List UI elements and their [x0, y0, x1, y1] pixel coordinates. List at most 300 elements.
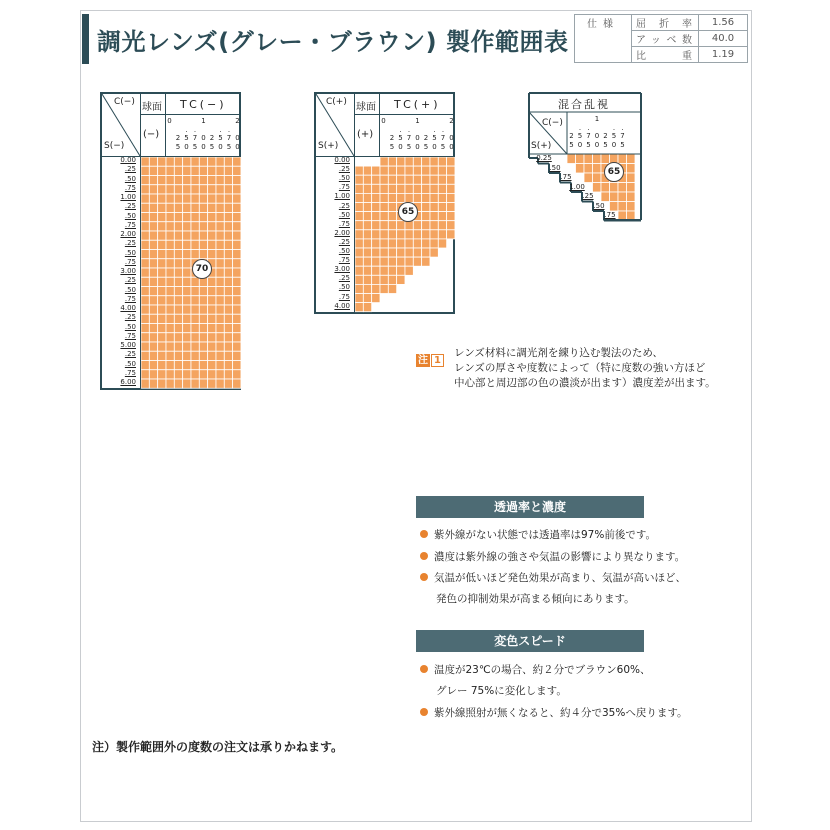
grid-cell: [174, 250, 182, 259]
grid-cell: [363, 184, 371, 193]
grid-cell: [355, 284, 363, 293]
row-label: .25: [124, 313, 136, 322]
grid-cell: [191, 222, 199, 231]
grid-cell: [380, 230, 388, 239]
grid-cell: [355, 212, 363, 221]
grid-cell: [355, 294, 363, 303]
grid-cell: [191, 361, 199, 370]
grid-cell: [141, 157, 149, 166]
grid-cell: [380, 266, 388, 275]
column-header-digit: 5: [218, 134, 223, 142]
grid-cell: [447, 166, 455, 175]
column-header-digit: .: [621, 123, 624, 132]
column-header-digit: 5: [192, 142, 198, 151]
grid-cell: [593, 164, 602, 174]
grid-cell: [208, 324, 216, 333]
grid-cell: [447, 230, 455, 239]
grid-cell: [224, 314, 232, 323]
grid-cell: [380, 166, 388, 175]
grid-cell: [430, 157, 438, 166]
grid-cell: [141, 213, 149, 222]
grid-cell: [158, 213, 166, 222]
grid-cell: [191, 213, 199, 222]
grid-cell: [191, 203, 199, 212]
column-header-digit: 0: [235, 134, 240, 142]
grid-cell: [149, 296, 157, 305]
grid-cell: [413, 257, 421, 266]
grid-cell: [208, 176, 216, 185]
grid-cell: [224, 277, 232, 286]
grid-cell: [141, 370, 149, 379]
grid-cell: [224, 250, 232, 259]
grid-cell: [199, 370, 207, 379]
grid-cell: [216, 222, 224, 231]
grid-cell: [388, 248, 396, 257]
grid-cell: [224, 333, 232, 342]
grid-cell: [141, 314, 149, 323]
row-label: .25: [124, 202, 136, 211]
grid-cell: [158, 287, 166, 296]
grid-cell: [149, 379, 157, 388]
grid-cell: [183, 185, 191, 194]
grid-cell: [183, 342, 191, 351]
grid-cell: [447, 175, 455, 184]
grid-cell: [363, 221, 371, 230]
grid-cell: [216, 296, 224, 305]
row-label: 0.00: [334, 156, 350, 164]
grid-cell: [233, 370, 241, 379]
grid-cell: [224, 176, 232, 185]
grid-cell: [224, 361, 232, 370]
grid-cell: [158, 157, 166, 166]
grid-cell: [405, 221, 413, 230]
row-label: .75: [338, 256, 350, 265]
column-header-digit: 0: [415, 134, 420, 142]
grid-cell: [174, 277, 182, 286]
grid-cell: [355, 230, 363, 239]
grid-cell: [208, 351, 216, 360]
grid-cell: [224, 203, 232, 212]
grid-cell: [405, 166, 413, 175]
column-header-digit: 2: [235, 117, 240, 125]
range-table-minus: [100, 92, 241, 390]
column-header-digit: 2: [389, 134, 395, 142]
grid-cell: [233, 361, 241, 370]
grid-cell: [183, 268, 191, 277]
grid-cell: [199, 250, 207, 259]
row-label: .50: [124, 359, 136, 368]
grid-cell: [224, 370, 232, 379]
grid-cell: [216, 268, 224, 277]
grid-cell: [149, 305, 157, 314]
value-badge: 65: [398, 202, 418, 222]
grid-cell: [191, 324, 199, 333]
grid-cell: [388, 275, 396, 284]
grid-cell: [372, 230, 380, 239]
grid-cell: [199, 194, 207, 203]
grid-cell: [208, 240, 216, 249]
column-header-digit: 5: [569, 140, 574, 149]
row-label: 2.00: [120, 230, 136, 238]
grid-cell: [422, 239, 430, 248]
grid-cell: [216, 250, 224, 259]
column-header-digit: .: [441, 125, 445, 134]
grid-cell: [438, 203, 446, 212]
row-label: .50: [593, 201, 605, 210]
grid-cell: [380, 193, 388, 202]
grid-cell: [233, 259, 241, 268]
mixed-title: 混合乱視: [558, 98, 610, 111]
spec-value-refractive: 1.56: [699, 15, 748, 31]
grid-cell: [166, 305, 174, 314]
column-header-digit: 5: [603, 140, 608, 149]
grid-cell: [618, 183, 627, 193]
column-header-digit: .: [219, 125, 222, 134]
grid-cell: [233, 342, 241, 351]
grid-cell: [233, 231, 241, 240]
grid-cell: [208, 250, 216, 259]
row-label: 0.00: [120, 156, 136, 164]
grid-cell: [191, 157, 199, 166]
grid-cell: [438, 175, 446, 184]
grid-cell: [224, 222, 232, 231]
grid-cell: [166, 203, 174, 212]
grid-cell: [388, 193, 396, 202]
grid-cell: [224, 157, 232, 166]
grid-cell: [216, 287, 224, 296]
grid-cell: [388, 157, 396, 166]
grid-cell: [174, 185, 182, 194]
grid-cell: [141, 166, 149, 175]
grid-cell: [372, 266, 380, 275]
column-header-digit: 1: [415, 117, 420, 125]
column-header-digit: 0: [415, 142, 420, 151]
grid-cell: [216, 361, 224, 370]
grid-cell: [610, 192, 619, 202]
grid-cell: [224, 351, 232, 360]
grid-cell: [627, 154, 636, 164]
grid-cell: [224, 268, 232, 277]
grid-cell: [413, 193, 421, 202]
bullet-dot-icon: [420, 573, 428, 581]
row-label: .25: [338, 237, 350, 246]
grid-cell: [438, 239, 446, 248]
grid-cell: [208, 370, 216, 379]
grid-cell: [158, 314, 166, 323]
grid-cell: [422, 212, 430, 221]
column-header-digit: 0: [449, 142, 454, 151]
grid-cell: [413, 230, 421, 239]
grid-cell: [158, 194, 166, 203]
row-label: .50: [124, 285, 136, 294]
grid-cell: [363, 203, 371, 212]
grid-cell: [216, 157, 224, 166]
bullet-item: 濃度は紫外線の強さや気温の影響により異なります。: [420, 550, 685, 564]
bullet-dot-icon: [420, 708, 428, 716]
row-label: .75: [338, 183, 350, 192]
grid-cell: [216, 324, 224, 333]
grid-cell: [208, 314, 216, 323]
divider: [165, 94, 166, 114]
spec-label-abbe: アッベ数: [632, 31, 699, 47]
grid-cell: [380, 157, 388, 166]
grid-cell: [174, 287, 182, 296]
grid-cell: [158, 176, 166, 185]
grid-cell: [430, 175, 438, 184]
column-header-digit: 5: [423, 142, 429, 151]
grid-cell: [174, 240, 182, 249]
grid-cell: [166, 333, 174, 342]
grid-cell: [166, 296, 174, 305]
sphere-label: 球面: [356, 102, 376, 113]
row-label: 3.00: [334, 265, 350, 274]
row-label: 5.00: [120, 341, 136, 349]
grid-cell: [430, 230, 438, 239]
grid-cell: [233, 176, 241, 185]
grid-cell: [216, 231, 224, 240]
grid-cell: [233, 250, 241, 259]
grid-cell: [422, 193, 430, 202]
grid-cell: [233, 314, 241, 323]
grid-cell: [372, 294, 380, 303]
row-label: 1.00: [569, 182, 585, 191]
grid-cell: [149, 314, 157, 323]
grid-cell: [174, 314, 182, 323]
grid-cell: [422, 221, 430, 230]
grid-cell: [183, 314, 191, 323]
grid-cell: [372, 212, 380, 221]
grid-cell: [363, 193, 371, 202]
row-label: .25: [124, 239, 136, 248]
grid-cell: [233, 333, 241, 342]
grid-cell: [355, 239, 363, 248]
grid-cell: [166, 213, 174, 222]
grid-cell: [576, 164, 585, 174]
grid-cell: [233, 222, 241, 231]
grid-cell: [438, 221, 446, 230]
bullet-item: 気温が低いほど発色効果が高まり、気温が高いほど、: [420, 571, 686, 585]
grid-cell: [380, 257, 388, 266]
grid-cell: [438, 184, 446, 193]
grid-cell: [447, 212, 455, 221]
grid-cell: [158, 305, 166, 314]
grid-cell: [584, 164, 593, 174]
column-header-digit: 0: [218, 142, 223, 151]
column-header-digit: 0: [432, 142, 437, 151]
grid-cell: [355, 266, 363, 275]
grid-cell: [567, 154, 576, 164]
page-title: 調光レンズ(グレー・ブラウン) 製作範囲表: [97, 28, 569, 56]
grid-cell: [158, 333, 166, 342]
row-label: 4.00: [334, 301, 350, 310]
grid-cell: [405, 157, 413, 166]
grid-cell: [355, 275, 363, 284]
grid-cell: [208, 379, 216, 388]
spec-value-gravity: 1.19: [699, 47, 748, 63]
column-header-digit: 0: [611, 140, 617, 149]
grid-cell: [388, 212, 396, 221]
grid-cell: [372, 275, 380, 284]
grid-cell: [141, 259, 149, 268]
grid-cell: [183, 231, 191, 240]
grid-cell: [141, 342, 149, 351]
row-label: .75: [560, 173, 572, 181]
c-minus-label: C(−): [114, 97, 135, 107]
grid-cell: [430, 248, 438, 257]
grid-cell: [183, 194, 191, 203]
column-header-digit: 5: [389, 142, 395, 151]
grid-cell: [166, 287, 174, 296]
bullet-dot-icon: [420, 552, 428, 560]
column-header-digit: 0: [594, 132, 600, 140]
grid-cell: [191, 240, 199, 249]
grid-cell: [363, 212, 371, 221]
grid-cell: [199, 351, 207, 360]
range-table-mixed: [528, 92, 642, 222]
grid-cell: [216, 259, 224, 268]
grid-cell: [174, 305, 182, 314]
column-header-digit: 0: [381, 117, 386, 125]
grid-cell: [149, 361, 157, 370]
note-badge: [416, 348, 444, 367]
grid-cell: [413, 184, 421, 193]
bullet-continuation: 発色の抑制効果が高まる傾向にあります。: [436, 593, 635, 605]
grid-cell: [174, 231, 182, 240]
grid-cell: [363, 175, 371, 184]
grid-cell: [158, 185, 166, 194]
row-label: 6.00: [120, 378, 136, 386]
grid-cell: [618, 192, 627, 202]
column-header-digit: 7: [440, 134, 446, 142]
grid-cell: [422, 157, 430, 166]
grid-cell: [166, 268, 174, 277]
grid-cell: [380, 239, 388, 248]
grid-cell: [191, 351, 199, 360]
grid-cell: [199, 342, 207, 351]
grid-cell: [199, 203, 207, 212]
column-header-digit: 5: [209, 142, 215, 151]
grid-cell: [447, 221, 455, 230]
row-label: 1.00: [120, 193, 136, 201]
grid-cell: [183, 379, 191, 388]
grid-cell: [149, 370, 157, 379]
grid-cell: [149, 342, 157, 351]
grid-cell: [216, 166, 224, 175]
s-minus-label: S(−): [104, 141, 125, 151]
row-label: .50: [338, 210, 350, 219]
column-header-digit: 2: [449, 117, 454, 125]
grid-cell: [224, 166, 232, 175]
column-header-digit: .: [227, 125, 231, 134]
grid-cell: [380, 175, 388, 184]
grid-cell: [627, 202, 636, 212]
column-header-digit: .: [612, 123, 616, 132]
grid-cell: [149, 250, 157, 259]
grid-cell: [174, 166, 182, 175]
row-label: .75: [124, 183, 136, 192]
grid-cell: [233, 194, 241, 203]
divider: [140, 114, 241, 115]
grid-cell: [141, 287, 149, 296]
grid-cell: [388, 184, 396, 193]
grid-cell: [380, 221, 388, 230]
grid-cell: [141, 231, 149, 240]
grid-cell: [149, 166, 157, 175]
grid-cell: [355, 184, 363, 193]
grid-cell: [166, 351, 174, 360]
grid-cell: [224, 185, 232, 194]
grid-cell: [208, 166, 216, 175]
column-header-digit: 7: [620, 132, 625, 140]
grid-cell: [413, 248, 421, 257]
tc-plus-label: TC(+): [394, 98, 441, 111]
grid-cell: [149, 277, 157, 286]
grid-cell: [413, 221, 421, 230]
grid-cell: [422, 230, 430, 239]
grid-cell: [593, 173, 602, 183]
grid-cell: [199, 296, 207, 305]
grid-cell: [183, 296, 191, 305]
row-label: .50: [338, 247, 350, 255]
grid-cell: [149, 333, 157, 342]
grid-cell: [355, 175, 363, 184]
row-label: .75: [124, 294, 136, 303]
grid-cell: [166, 185, 174, 194]
grid-cell: [208, 333, 216, 342]
value-badge: 65: [604, 162, 624, 182]
grid-cell: [149, 176, 157, 185]
row-label: .50: [338, 283, 350, 292]
grid-cell: [388, 239, 396, 248]
grid-cell: [216, 370, 224, 379]
grid-cell: [199, 157, 207, 166]
grid-cell: [141, 351, 149, 360]
grid-cell: [191, 287, 199, 296]
grid-cell: [372, 239, 380, 248]
grid-cell: [174, 333, 182, 342]
grid-cell: [627, 192, 636, 202]
note-number: 1: [431, 354, 444, 367]
grid-cell: [576, 154, 585, 164]
column-header-digit: 5: [184, 134, 189, 142]
grid-cell: [183, 361, 191, 370]
grid-cell: [141, 250, 149, 259]
grid-cell: [149, 222, 157, 231]
grid-cell: [191, 296, 199, 305]
column-header-digit: 0: [201, 142, 206, 151]
grid-cell: [397, 239, 405, 248]
column-header-digit: 2: [569, 132, 574, 140]
s-plus-label: S(+): [318, 141, 339, 151]
grid-cell: [183, 240, 191, 249]
row-label: .50: [124, 322, 136, 331]
column-header-digit: 2: [209, 134, 215, 142]
grid-cell: [149, 324, 157, 333]
column-header-digit: 5: [398, 134, 403, 142]
row-label: .25: [338, 274, 350, 283]
spec-header: 仕様: [575, 15, 632, 63]
grid-cell: [593, 154, 602, 164]
column-header-digit: 1: [201, 117, 206, 125]
grid-cell: [388, 166, 396, 175]
grid-cell: [141, 305, 149, 314]
grid-cell: [174, 157, 182, 166]
grid-cell: [199, 176, 207, 185]
orange-grid: [141, 157, 241, 389]
grid-cell: [141, 277, 149, 286]
grid-cell: [397, 266, 405, 275]
grid-cell: [380, 212, 388, 221]
